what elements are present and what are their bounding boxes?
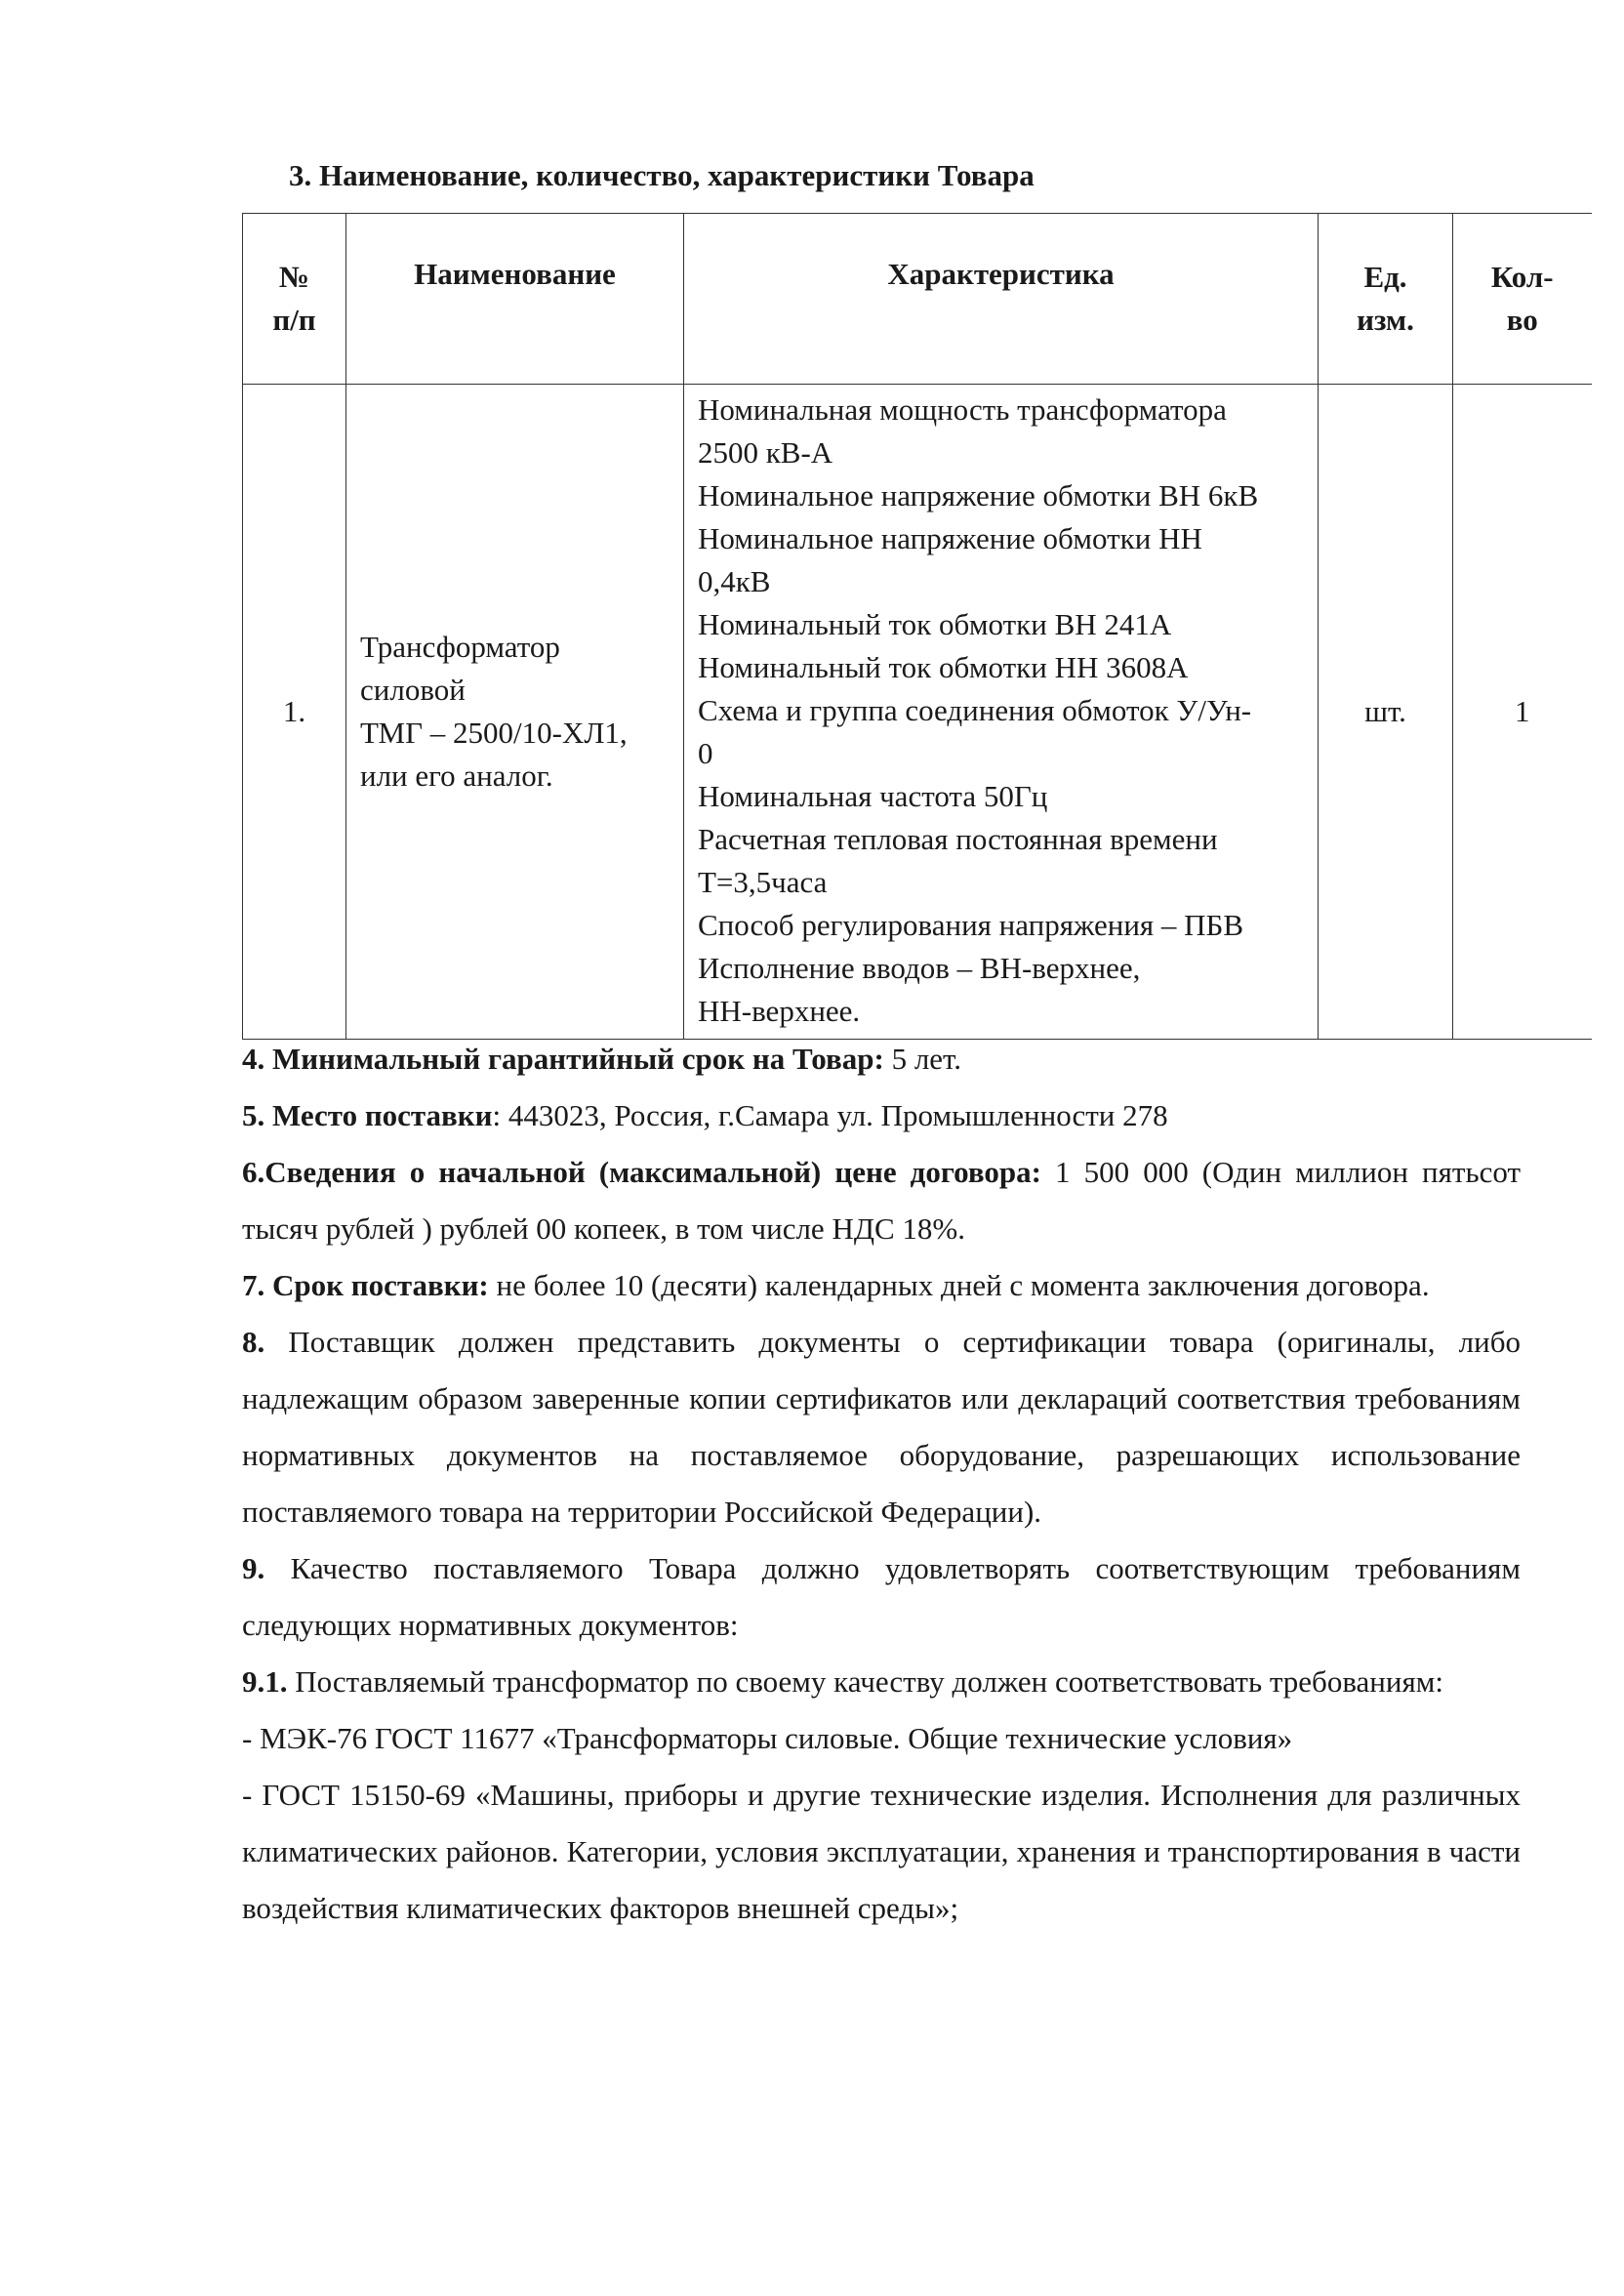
item-delivery-term: 7. Срок поставки: не более 10 (десяти) календарных дней с момента заключения договора. [242, 1268, 1430, 1302]
header-unit: Ед. изм. [1319, 214, 1453, 385]
row-unit: шт. [1319, 385, 1453, 1040]
header-qty: Кол- во [1453, 214, 1592, 385]
terms-section [242, 1031, 1521, 1937]
goods-table [242, 213, 1592, 1040]
item-delivery-place: 5. Место поставки: 443023, Россия, г.Самара ул. Промышленности 278 [242, 1098, 1168, 1132]
standard-gost-15150: - ГОСТ 15150-69 «Машины, приборы и другие технические изделия. Исполнения для различных климатических районов. Категории, условия эксплуатации, хранения и транспортирования в части воздействия климатических факторов внешней среды»; [242, 1778, 1521, 1925]
item-quality: 9. Качество поставляемого Товара должно удовлетворять соответствующим требованиям следующих нормативных документов: [242, 1551, 1521, 1642]
item-certification: 8. Поставщик должен представить документы о сертификации товара (оригиналы, либо надлежащим образом заверенные копии сертификатов или деклараций соответствия требованиям нормативных документов на поставляемое оборудование, разрешающих использование поставляемого товара на территории Российской Федерации). [242, 1325, 1521, 1529]
section-3-title: 3. Наименование, количество, характеристики Товара [289, 158, 1035, 192]
row-name: Трансформатор силовой ТМГ – 2500/10-ХЛ1, или его аналог. [346, 385, 684, 1040]
item-warranty: 4. Минимальный гарантийный срок на Товар: 5 лет. [242, 1042, 962, 1076]
header-num: № п/п [243, 214, 346, 385]
header-characteristic: Характеристика [684, 214, 1319, 385]
header-name: Наименование [346, 214, 684, 385]
row-num: 1. [243, 385, 346, 1040]
row-qty: 1 [1453, 385, 1592, 1040]
table-header-row [243, 214, 1592, 385]
table-row [243, 385, 1592, 1040]
row-characteristic: Номинальная мощность трансформатора 2500 кВ-А Номинальное напряжение обмотки ВН 6кВ Номинальное напряжение обмотки НН 0,4кВ Номинальный ток обмотки ВН 241А Номинальный ток обмотки НН 3608А Схема и группа соединения обмоток У/Ун- 0 Номинальная частота 50Гц Расчетная тепловая постоянная времени Т=3,5часа Способ регулирования напряжения – ПБВ Исполнение вводов – ВН-верхнее, НН-верхнее. [684, 385, 1319, 1040]
item-quality-9-1: 9.1. Поставляемый трансформатор по своему качеству должен соответствовать требованиям: [242, 1664, 1443, 1699]
standard-iec-76: - МЭК-76 ГОСТ 11677 «Трансформаторы силовые. Общие технические условия» [242, 1721, 1293, 1755]
item-price: 6.Сведения о начальной (максимальной) цене договора: 1 500 000 (Один миллион пятьсот тысяч рублей ) рублей 00 копеек, в том числе НДС 18%. [242, 1155, 1521, 1246]
